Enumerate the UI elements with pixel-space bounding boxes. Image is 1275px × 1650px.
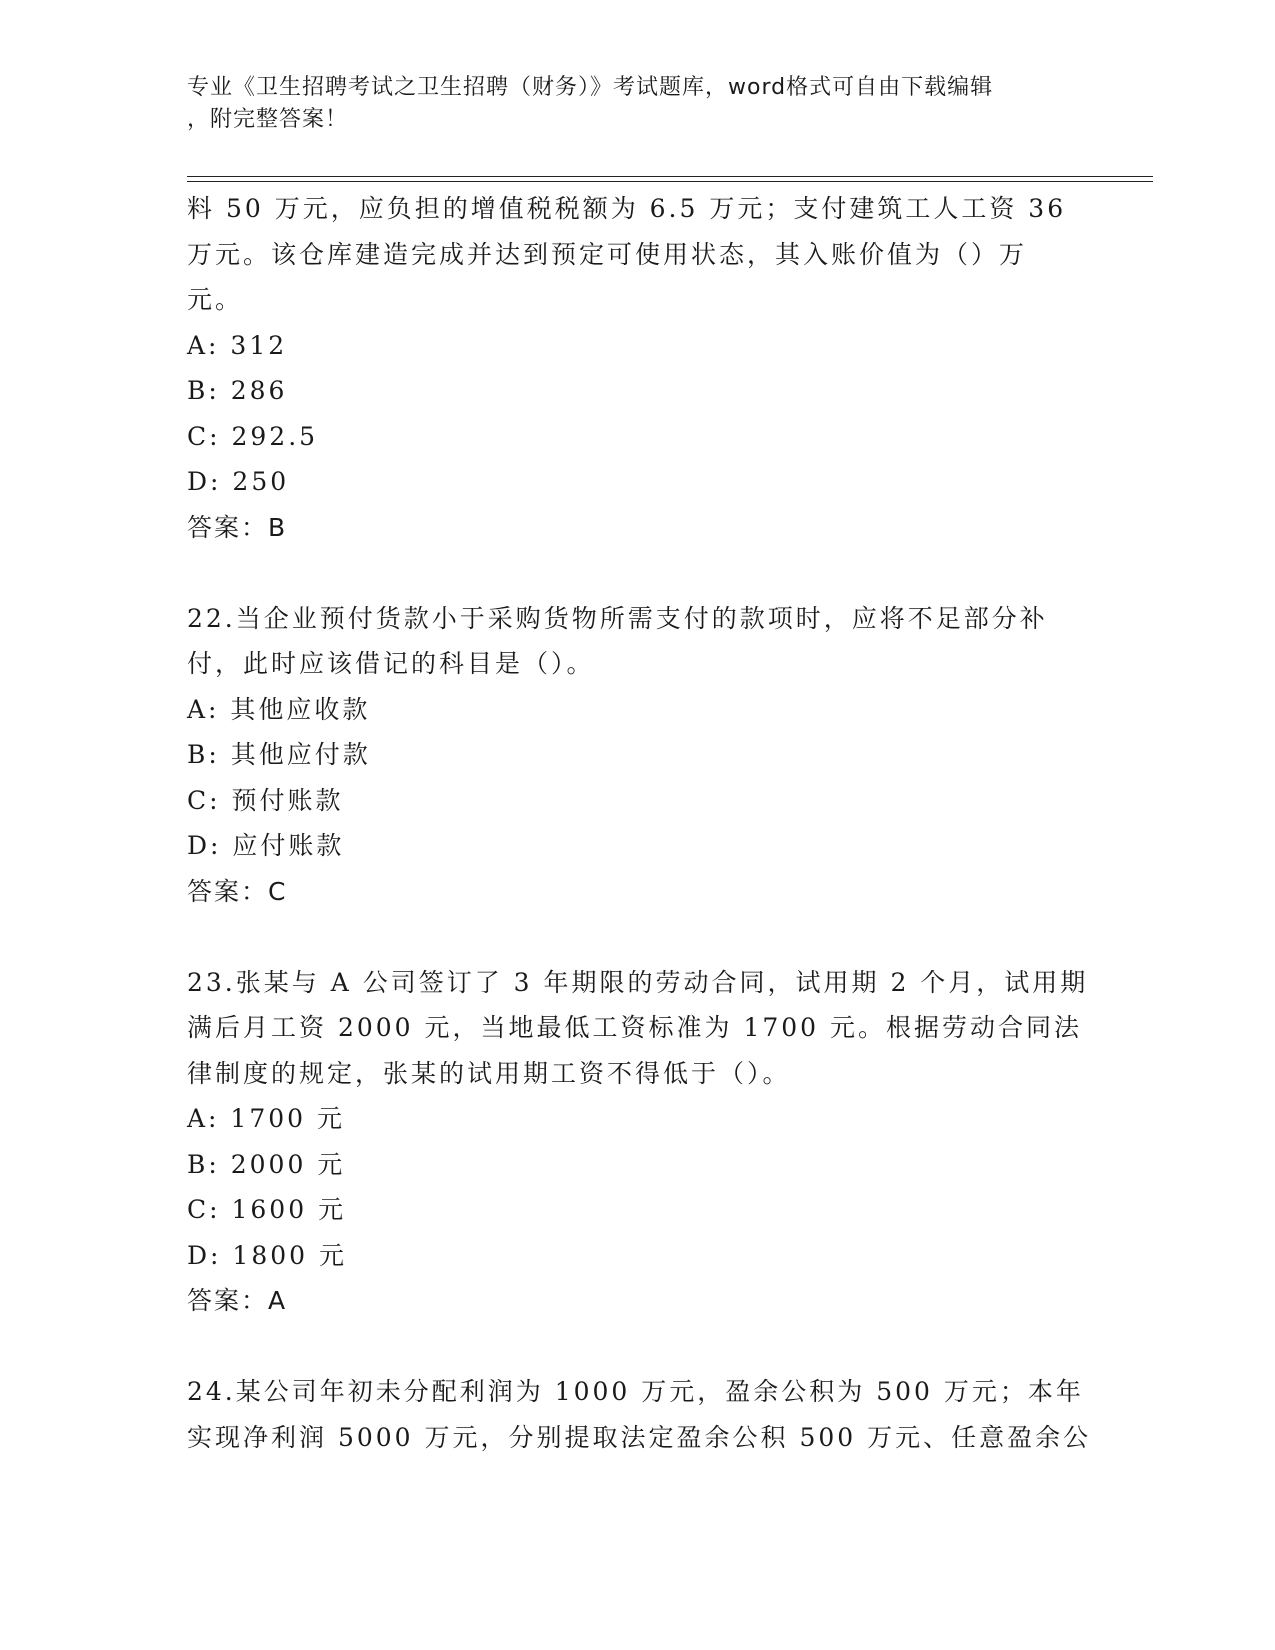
option-a: A: 312 <box>187 330 288 360</box>
question-22 <box>187 596 1077 915</box>
answer-line: 答案：A <box>187 1286 288 1315</box>
option-c: C: 预付账款 <box>187 785 344 815</box>
header-divider-top <box>187 176 1153 177</box>
header-divider-bottom <box>187 181 1153 182</box>
option-a: A: 其他应收款 <box>187 694 371 724</box>
header-line-2: ，附完整答案！ <box>187 107 349 132</box>
header-line-1: 专业《卫生招聘考试之卫生招聘（财务）》考试题库，word格式可自由下载编辑 <box>187 75 994 100</box>
option-a: A: 1700 元 <box>187 1104 345 1133</box>
question-list <box>187 186 1092 1460</box>
question-stem-line: 元。 <box>187 285 244 314</box>
question-24 <box>187 1369 1092 1460</box>
question-stem-line: 万元。该仓库建造完成并达到预定可使用状态，其入账价值为（）万 <box>187 239 1028 269</box>
option-b: B: 2000 元 <box>187 1149 346 1179</box>
answer-line: 答案：C <box>187 876 288 906</box>
option-c: C: 292.5 <box>187 421 319 451</box>
option-d: D: 1800 元 <box>187 1240 347 1270</box>
question-stem-line: 23.张某与 A 公司签订了 3 年期限的劳动合同，试用期 2 个月，试用期 <box>187 967 1089 997</box>
question-23 <box>187 960 1089 1324</box>
option-b: B: 286 <box>187 376 288 405</box>
option-d: D: 250 <box>187 467 290 496</box>
question-stem-line: 料 50 万元，应负担的增值税税额为 6.5 万元；支付建筑工人工资 36 <box>187 194 1067 223</box>
question-stem-line: 满后月工资 2000 元，当地最低工资标准为 1700 元。根据劳动合同法 <box>187 1013 1083 1042</box>
spacer <box>187 914 1077 960</box>
page-header <box>187 72 1067 136</box>
spacer <box>187 550 1077 596</box>
option-c: C: 1600 元 <box>187 1195 347 1224</box>
option-b: B: 其他应付款 <box>187 740 371 769</box>
question-21 <box>187 186 1077 550</box>
question-stem-line: 实现净利润 5000 万元，分别提取法定盈余公积 500 万元、任意盈余公 <box>187 1422 1092 1452</box>
question-stem-line: 24.某公司年初未分配利润为 1000 万元，盈余公积为 500 万元；本年 <box>187 1377 1084 1406</box>
option-d: D: 应付账款 <box>187 831 345 860</box>
question-stem-line: 付，此时应该借记的科目是（）。 <box>187 649 595 678</box>
question-stem-line: 律制度的规定，张某的试用期工资不得低于（）。 <box>187 1058 791 1088</box>
spacer <box>187 1324 1077 1370</box>
question-stem-line: 22.当企业预付货款小于采购货物所需支付的款项时，应将不足部分补 <box>187 603 1048 633</box>
answer-line: 答案：B <box>187 512 288 542</box>
